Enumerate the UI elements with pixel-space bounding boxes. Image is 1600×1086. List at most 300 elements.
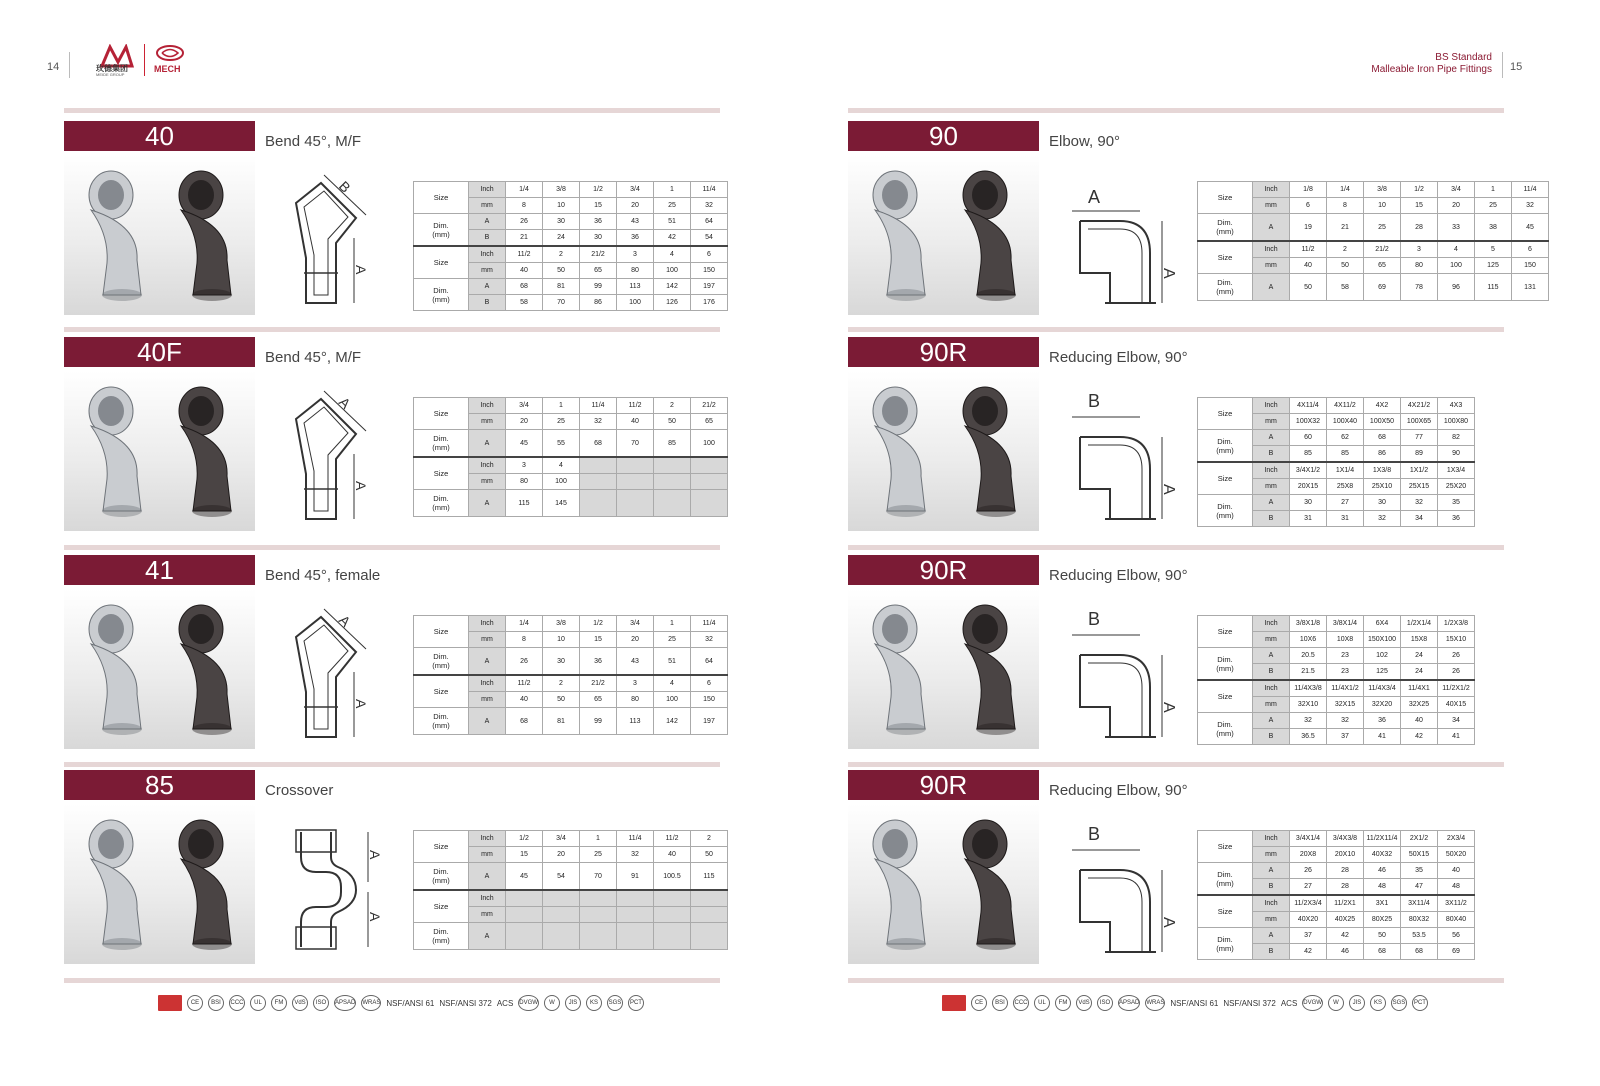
dim-key: A: [1253, 430, 1290, 446]
inch-cell: 11/4X3/4: [1364, 680, 1401, 697]
mm-cell: 50: [543, 263, 580, 279]
dim-cell: 34: [1401, 511, 1438, 527]
mm-cell: [691, 907, 728, 923]
mm-cell: [506, 907, 543, 923]
inch-cell: 11/2: [654, 831, 691, 847]
inch-label: Inch: [469, 675, 506, 692]
dim-cell: 42: [1290, 944, 1327, 960]
inch-cell: 5: [1475, 241, 1512, 258]
svg-text:A: A: [1160, 702, 1177, 713]
dim-cell: 41: [1438, 729, 1475, 745]
inch-label: Inch: [1253, 616, 1290, 632]
size-label: Size: [1198, 182, 1253, 214]
inch-cell: 4X11/4: [1290, 398, 1327, 414]
svg-text:A: A: [367, 912, 383, 922]
dim-cell: 125: [1364, 664, 1401, 681]
dim-key: B: [1253, 446, 1290, 463]
dim-cell: 85: [654, 430, 691, 458]
svg-text:A: A: [1160, 484, 1177, 495]
dim-cell: 89: [1401, 446, 1438, 463]
dim-cell: [654, 490, 691, 517]
certification-mark: APSAD: [334, 995, 356, 1011]
product-code: 90: [848, 121, 1039, 151]
inch-cell: [580, 890, 617, 907]
dim-cell: 40: [1438, 863, 1475, 879]
section-rule: [64, 108, 720, 113]
dim-key: A: [1253, 863, 1290, 879]
size-label: Size: [414, 398, 469, 430]
dim-cell: 99: [580, 279, 617, 295]
dim-cell: 43: [617, 214, 654, 230]
certification-mark: VdS: [292, 995, 308, 1011]
dim-cell: 45: [506, 430, 543, 458]
certification-mark: ACS: [1280, 998, 1298, 1008]
inch-cell: 11/4: [1512, 182, 1549, 198]
brand-badge-icon: [942, 995, 966, 1011]
dim-unit: (mm): [1216, 227, 1234, 236]
inch-cell: 3X11/2: [1438, 895, 1475, 912]
dimension-table: [413, 615, 728, 735]
left-page-number: 14: [47, 61, 60, 73]
inch-cell: 1X3/4: [1438, 462, 1475, 479]
certification-mark: BSI: [992, 995, 1008, 1011]
mm-cell: 40X32: [1364, 847, 1401, 863]
svg-text:A: A: [353, 481, 369, 491]
dim-cell: 46: [1364, 863, 1401, 879]
inch-cell: 3/4: [506, 398, 543, 414]
dim-cell: 25: [1364, 214, 1401, 242]
dim-cell: 197: [691, 279, 728, 295]
mm-cell: 10: [543, 198, 580, 214]
dim-cell: 36: [1438, 511, 1475, 527]
product-code: 85: [64, 770, 255, 800]
mm-cell: 50: [1327, 258, 1364, 274]
dim-cell: 68: [1364, 944, 1401, 960]
header-title: [1371, 52, 1492, 76]
mm-cell: 25X8: [1327, 479, 1364, 495]
inch-cell: 11/4: [580, 398, 617, 414]
inch-cell: 11/4X1/2: [1327, 680, 1364, 697]
dim-cell: 113: [617, 708, 654, 735]
dim-cell: 60: [1290, 430, 1327, 446]
inch-cell: 1: [654, 182, 691, 198]
mm-cell: 40: [506, 263, 543, 279]
mm-cell: 15X8: [1401, 632, 1438, 648]
certification-mark: CE: [971, 995, 987, 1011]
inch-cell: 1: [1475, 182, 1512, 198]
dim-cell: 50: [1290, 274, 1327, 301]
dim-cell: 68: [1401, 944, 1438, 960]
mm-cell: 80X40: [1438, 912, 1475, 928]
dim-cell: [654, 923, 691, 950]
mm-cell: 20X10: [1327, 847, 1364, 863]
mm-cell: 20: [617, 632, 654, 648]
dim-text: Dim.: [433, 652, 449, 661]
inch-cell: 11/2X11/4: [1364, 831, 1401, 847]
inch-cell: 11/2: [1290, 241, 1327, 258]
dimension-table: [413, 830, 728, 950]
certification-mark: FM: [1055, 995, 1071, 1011]
inch-cell: 2: [543, 246, 580, 263]
dim-key: A: [469, 863, 506, 891]
inch-cell: 2: [691, 831, 728, 847]
dim-cell: 26: [506, 214, 543, 230]
dim-cell: 35: [1438, 495, 1475, 511]
dim-cell: 45: [506, 863, 543, 891]
inch-cell: 11/4X3/8: [1290, 680, 1327, 697]
mm-label: mm: [1253, 414, 1290, 430]
dim-cell: 115: [1475, 274, 1512, 301]
dim-cell: 48: [1438, 879, 1475, 896]
inch-cell: 3: [617, 246, 654, 263]
dim-cell: 47: [1401, 879, 1438, 896]
dim-cell: 56: [1438, 928, 1475, 944]
product-photo: [64, 371, 255, 531]
dim-cell: 102: [1364, 648, 1401, 664]
dim-cell: 36: [617, 230, 654, 247]
dim-cell: 43: [617, 648, 654, 676]
dim-cell: 176: [691, 295, 728, 311]
mm-label: mm: [1253, 912, 1290, 928]
mm-cell: 10X6: [1290, 632, 1327, 648]
certification-mark: CCC: [1013, 995, 1029, 1011]
dim-cell: 51: [654, 214, 691, 230]
dim-text: Dim.: [433, 220, 449, 230]
dim-key: A: [469, 923, 506, 950]
mm-cell: 50: [691, 847, 728, 863]
dim-cell: 69: [1438, 944, 1475, 960]
mm-cell: 40: [1290, 258, 1327, 274]
size-label: Size: [414, 831, 469, 863]
mm-cell: 25X15: [1401, 479, 1438, 495]
dim-key: B: [1253, 664, 1290, 681]
dim-cell: [691, 923, 728, 950]
dim-text: Dim.: [433, 285, 449, 295]
dim-cell: 36: [1364, 713, 1401, 729]
dim-cell: 30: [1364, 495, 1401, 511]
certification-mark: ISO: [1097, 995, 1113, 1011]
certification-mark: ACS: [496, 998, 514, 1008]
dim-text: Dim.: [1217, 654, 1233, 664]
mm-cell: 40: [506, 692, 543, 708]
technical-drawing: [1060, 812, 1180, 962]
mm-cell: 80: [506, 474, 543, 490]
dimension-table: [413, 397, 728, 517]
mm-cell: 150X100: [1364, 632, 1401, 648]
dim-key: A: [1253, 713, 1290, 729]
inch-cell: [617, 890, 654, 907]
inch-cell: 3X1: [1364, 895, 1401, 912]
mm-cell: [543, 907, 580, 923]
dim-cell: 36.5: [1290, 729, 1327, 745]
inch-cell: 3/4: [543, 831, 580, 847]
mm-cell: [580, 474, 617, 490]
certification-mark: WRAS: [361, 995, 381, 1011]
certification-mark: W: [544, 995, 560, 1011]
dim-cell: [617, 923, 654, 950]
mm-cell: 15: [580, 198, 617, 214]
size-label: Size: [1198, 680, 1253, 713]
dim-cell: 21.5: [1290, 664, 1327, 681]
dim-label: [414, 214, 469, 247]
dim-label: [414, 490, 469, 517]
mm-cell: 25: [543, 414, 580, 430]
certification-mark: KS: [1370, 995, 1386, 1011]
certification-mark: PCT: [628, 995, 644, 1011]
inch-cell: 11/4X1: [1401, 680, 1438, 697]
dim-cell: 23: [1327, 664, 1364, 681]
dim-cell: 42: [1401, 729, 1438, 745]
inch-cell: 3/8X1/8: [1290, 616, 1327, 632]
dim-cell: 20.5: [1290, 648, 1327, 664]
dim-unit: (mm): [1216, 445, 1234, 455]
inch-cell: 21/2: [580, 246, 617, 263]
dim-cell: 33: [1438, 214, 1475, 242]
dim-cell: [617, 490, 654, 517]
mm-cell: 100: [654, 263, 691, 279]
inch-cell: 1/4: [1327, 182, 1364, 198]
dim-cell: 85: [1290, 446, 1327, 463]
mm-cell: 50X15: [1401, 847, 1438, 863]
mm-cell: 100X80: [1438, 414, 1475, 430]
inch-cell: [654, 457, 691, 474]
dim-cell: 81: [543, 708, 580, 735]
dim-cell: 86: [1364, 446, 1401, 463]
certification-mark: SGS: [1391, 995, 1407, 1011]
inch-cell: 3X11/4: [1401, 895, 1438, 912]
product-photo: [64, 155, 255, 315]
dim-cell: 70: [580, 863, 617, 891]
mm-cell: 100: [543, 474, 580, 490]
mm-cell: 125: [1475, 258, 1512, 274]
header-standard: BS Standard: [1435, 52, 1492, 63]
mm-cell: 100X32: [1290, 414, 1327, 430]
certification-mark: NSF/ANSI 61: [1170, 998, 1219, 1008]
dim-cell: 64: [691, 214, 728, 230]
inch-cell: 4X21/2: [1401, 398, 1438, 414]
dim-cell: 82: [1438, 430, 1475, 446]
mm-cell: [654, 474, 691, 490]
dim-key: B: [1253, 879, 1290, 896]
mm-cell: 50: [654, 414, 691, 430]
inch-cell: 1/4: [506, 616, 543, 632]
dim-label: [1198, 863, 1253, 896]
certification-mark: NSF/ANSI 372: [1223, 998, 1276, 1008]
mm-cell: 32X15: [1327, 697, 1364, 713]
product-photo: [64, 589, 255, 749]
size-label: Size: [1198, 895, 1253, 928]
section-rule: [848, 108, 1504, 113]
dim-text: Dim.: [433, 494, 449, 503]
dim-cell: 58: [506, 295, 543, 311]
mm-label: mm: [469, 692, 506, 708]
mm-cell: 25X20: [1438, 479, 1475, 495]
inch-cell: 1: [580, 831, 617, 847]
dim-cell: 145: [543, 490, 580, 517]
inch-label: Inch: [1253, 462, 1290, 479]
dim-key: A: [1253, 274, 1290, 301]
certification-mark: DVGW: [518, 995, 539, 1011]
certification-mark: APSAD: [1118, 995, 1140, 1011]
dim-cell: 35: [1401, 863, 1438, 879]
dim-unit: (mm): [432, 443, 450, 452]
section-rule: [848, 545, 1504, 550]
svg-text:B: B: [335, 177, 354, 196]
mm-cell: 32X10: [1290, 697, 1327, 713]
right-page-number: 15: [1510, 61, 1523, 73]
dim-cell: 32: [1364, 511, 1401, 527]
dim-cell: 115: [691, 863, 728, 891]
dim-cell: 30: [543, 214, 580, 230]
certification-row-left: [158, 995, 644, 1011]
dim-cell: 90: [1438, 446, 1475, 463]
section-rule: [64, 327, 720, 332]
mm-cell: 150: [1512, 258, 1549, 274]
dim-cell: 32: [1327, 713, 1364, 729]
certification-mark: FM: [271, 995, 287, 1011]
dim-unit: (mm): [432, 936, 450, 945]
mm-cell: 20X15: [1290, 479, 1327, 495]
dim-cell: 45: [1512, 214, 1549, 242]
dim-cell: 30: [543, 648, 580, 676]
dim-cell: 55: [543, 430, 580, 458]
dim-cell: 70: [617, 430, 654, 458]
mm-cell: 10: [543, 632, 580, 648]
mm-cell: 20X8: [1290, 847, 1327, 863]
svg-text:A: A: [1088, 187, 1101, 207]
certification-mark: SGS: [607, 995, 623, 1011]
dim-cell: 54: [691, 230, 728, 247]
inch-cell: 2: [654, 398, 691, 414]
certification-mark: UL: [1034, 995, 1050, 1011]
inch-label: Inch: [469, 831, 506, 847]
inch-cell: 1/4: [506, 182, 543, 198]
size-label: Size: [1198, 616, 1253, 648]
mm-cell: 50X20: [1438, 847, 1475, 863]
inch-cell: 1/2: [580, 616, 617, 632]
dim-cell: 23: [1327, 648, 1364, 664]
mm-cell: 32: [691, 632, 728, 648]
inch-cell: [506, 890, 543, 907]
inch-cell: 3/4: [1438, 182, 1475, 198]
certification-mark: VdS: [1076, 995, 1092, 1011]
dim-key: B: [469, 295, 506, 311]
mm-cell: 100: [654, 692, 691, 708]
dim-key: A: [1253, 928, 1290, 944]
dim-text: Dim.: [433, 867, 449, 876]
inch-cell: 6X4: [1364, 616, 1401, 632]
mm-cell: 80X32: [1401, 912, 1438, 928]
dim-text: Dim.: [1217, 501, 1233, 511]
inch-cell: [617, 457, 654, 474]
inch-cell: 6: [691, 246, 728, 263]
dim-cell: 41: [1364, 729, 1401, 745]
mm-cell: [580, 907, 617, 923]
inch-cell: 11/2X1/2: [1438, 680, 1475, 697]
inch-cell: 3: [617, 675, 654, 692]
mech-logo-icon: [152, 44, 192, 64]
mm-cell: 80: [617, 263, 654, 279]
brand-logo: [96, 44, 200, 76]
dim-unit: (mm): [1216, 287, 1234, 296]
inch-cell: 1/8: [1290, 182, 1327, 198]
inch-cell: 3/4X1/4: [1290, 831, 1327, 847]
dim-unit: (mm): [432, 661, 450, 670]
mm-cell: 40X20: [1290, 912, 1327, 928]
mm-cell: 25: [580, 847, 617, 863]
dim-label: [1198, 713, 1253, 745]
dim-key: A: [469, 648, 506, 676]
inch-cell: 4: [1438, 241, 1475, 258]
size-label: Size: [1198, 398, 1253, 430]
certification-mark: UL: [250, 995, 266, 1011]
inch-cell: 1/2: [506, 831, 543, 847]
dim-cell: 115: [506, 490, 543, 517]
inch-cell: 3/4X1/2: [1290, 462, 1327, 479]
dim-text: Dim.: [433, 434, 449, 443]
inch-cell: 21/2: [1364, 241, 1401, 258]
dim-cell: 31: [1290, 511, 1327, 527]
dim-cell: 85: [1327, 446, 1364, 463]
inch-cell: 4X11/2: [1327, 398, 1364, 414]
product-photo: [848, 371, 1039, 531]
mm-cell: 65: [691, 414, 728, 430]
dim-cell: 68: [580, 430, 617, 458]
dim-label: [414, 923, 469, 950]
dim-cell: 42: [654, 230, 691, 247]
dim-cell: [580, 923, 617, 950]
header-separator-right: [1502, 52, 1503, 78]
section-rule: [848, 327, 1504, 332]
certification-mark: NSF/ANSI 372: [439, 998, 492, 1008]
dim-cell: 69: [1364, 274, 1401, 301]
dim-cell: 26: [1438, 664, 1475, 681]
product-photo: [64, 804, 255, 964]
inch-cell: 1/2: [580, 182, 617, 198]
dim-cell: 27: [1327, 495, 1364, 511]
inch-cell: 6: [691, 675, 728, 692]
section-rule: [64, 545, 720, 550]
dim-key: A: [469, 430, 506, 458]
product-title: Crossover: [265, 782, 334, 799]
mm-cell: 20: [1438, 198, 1475, 214]
inch-cell: 1X3/8: [1364, 462, 1401, 479]
dim-cell: 70: [543, 295, 580, 311]
dim-cell: 126: [654, 295, 691, 311]
inch-cell: [691, 457, 728, 474]
mm-label: mm: [469, 907, 506, 923]
dim-cell: 86: [580, 295, 617, 311]
dim-label: [414, 279, 469, 311]
mm-cell: 100X40: [1327, 414, 1364, 430]
certification-mark: JIS: [565, 995, 581, 1011]
mm-cell: 25: [654, 198, 691, 214]
dim-cell: 32: [1401, 495, 1438, 511]
dim-unit: (mm): [1216, 943, 1234, 953]
dim-label: [1198, 648, 1253, 681]
dim-unit: (mm): [1216, 878, 1234, 888]
product-photo: [848, 155, 1039, 315]
mm-cell: 20: [506, 414, 543, 430]
certification-mark: W: [1328, 995, 1344, 1011]
dim-cell: 100: [691, 430, 728, 458]
mm-cell: 32: [691, 198, 728, 214]
mm-cell: 25: [1475, 198, 1512, 214]
mm-cell: 32: [1512, 198, 1549, 214]
inch-cell: 2X3/4: [1438, 831, 1475, 847]
certification-mark: CE: [187, 995, 203, 1011]
certification-mark: JIS: [1349, 995, 1365, 1011]
